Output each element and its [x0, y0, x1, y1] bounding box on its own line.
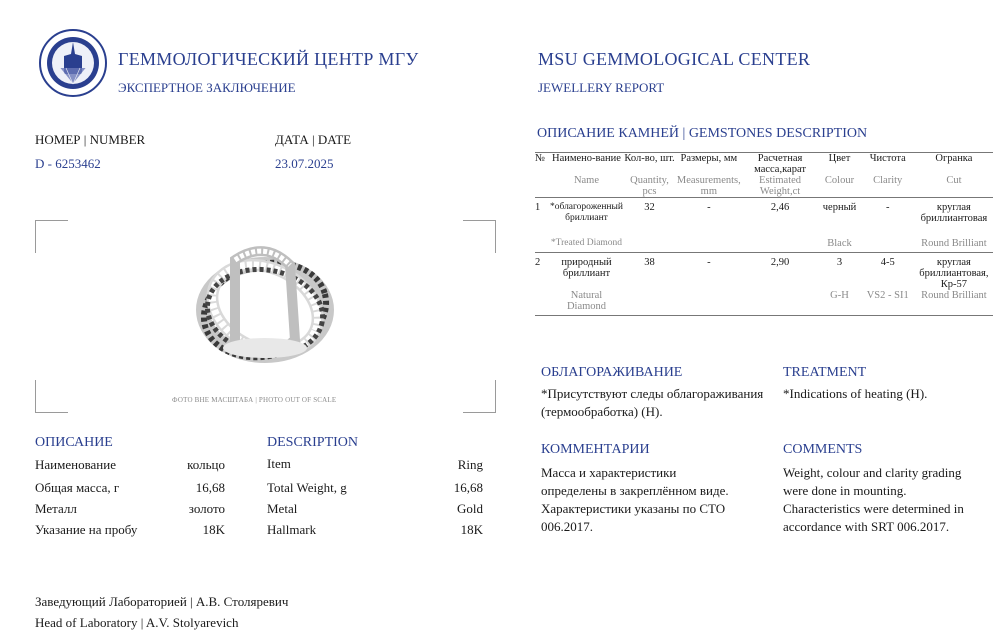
photo-caption: ФОТО ВНЕ МАСШТАБА | PHOTO OUT OF SCALE	[172, 396, 337, 404]
frame-corner	[463, 220, 496, 253]
gem-size: -	[707, 256, 711, 268]
date-label: ДАТА | DATE	[275, 132, 352, 147]
gemstones-header-ru	[535, 153, 993, 176]
gem-name-en: Natural Diamond	[550, 290, 623, 316]
description-value-en: 18K	[460, 522, 483, 537]
comments-title-ru: КОММЕНТАРИИ	[541, 442, 650, 457]
subtitle-en: JEWELLERY REPORT	[538, 80, 665, 95]
comments-text-en: Weight, colour and clarity grading were done in mounting. Characteristics were determined in accordance with SRT 006.2017.	[783, 465, 964, 534]
gem-cut-ru: круглая бриллиантовая, Кр-57	[919, 256, 989, 290]
header-name-en: Name	[550, 175, 623, 198]
gem-cut-en: Round Brilliant	[915, 238, 993, 253]
description-value-en: Ring	[457, 457, 483, 472]
header-size-ru: Размеры, мм	[676, 153, 742, 176]
gem-colour-en: G-H	[818, 290, 860, 316]
gem-clarity-en: VS2 - SI1	[861, 290, 915, 316]
treatment-title-en: TREATMENT	[783, 365, 867, 380]
header-clarity-ru: Чистота	[861, 153, 915, 176]
description-label-en: Item	[267, 456, 291, 471]
frame-corner	[35, 380, 68, 413]
description-value-ru: 16,68	[195, 480, 225, 495]
description-label-ru: Указание на пробу	[35, 522, 138, 537]
description-label-en: Total Weight, g	[267, 480, 347, 495]
header-name-ru: Наимено-вание	[550, 153, 623, 176]
gem-row-1-ru	[535, 198, 993, 238]
gem-no: 1	[535, 202, 541, 213]
description-title-en: DESCRIPTION	[267, 435, 359, 450]
description-label-ru: Металл	[35, 501, 77, 516]
header-cut-en: Cut	[915, 175, 993, 198]
header-qty-en: Quantity, pcs	[623, 175, 676, 198]
gem-name-ru: *облагороженный бриллиант	[549, 202, 623, 223]
gem-weight: 2,46	[770, 202, 790, 213]
title-en: MSU GEMMOLOGICAL CENTER	[538, 49, 811, 69]
header-weight-ru: Расчетная масса,карат	[742, 153, 819, 176]
header-weight-en: Estimated Weight,ct	[742, 175, 819, 198]
treatment-text-ru: *Присутствуют следы облагораживания (термообработка) (Н).	[541, 386, 764, 419]
comments-title-en: COMMENTS	[783, 442, 863, 457]
gem-no: 2	[535, 256, 541, 268]
description-value-ru: кольцо	[187, 457, 225, 472]
gem-colour-ru: 3	[836, 256, 843, 268]
description-label-ru: Наименование	[35, 457, 116, 472]
gem-cut-en: Round Brilliant	[915, 290, 993, 316]
header-colour-ru: Цвет	[818, 153, 860, 176]
gem-row-2-en	[535, 290, 993, 316]
number-value: D - 6253462	[35, 156, 101, 171]
frame-corner	[35, 220, 68, 253]
header-clarity-en: Clarity	[861, 175, 915, 198]
signature-ru: Заведующий Лабораторией | А.В. Столяревич	[35, 594, 289, 609]
description-label-en: Hallmark	[267, 522, 317, 537]
gem-clarity-en	[861, 238, 915, 253]
header-no: №	[535, 153, 550, 176]
description-value-ru: 18K	[202, 522, 225, 537]
gemstones-table	[535, 152, 993, 316]
gem-row-1-en	[535, 238, 993, 253]
treatment-title-ru: ОБЛАГОРАЖИВАНИЕ	[541, 365, 683, 380]
header-cut-ru: Огранка	[915, 153, 993, 176]
gemstones-title: ОПИСАНИЕ КАМНЕЙ | GEMSTONES DESCRIPTION	[537, 126, 868, 141]
title-ru: ГЕММОЛОГИЧЕСКИЙ ЦЕНТР МГУ	[118, 49, 419, 69]
photo-frame	[35, 220, 496, 413]
subtitle-ru: ЭКСПЕРТНОЕ ЗАКЛЮЧЕНИЕ	[118, 80, 296, 95]
description-value-en: 16,68	[453, 480, 483, 495]
msu-logo	[38, 28, 108, 98]
ring-photo	[195, 230, 335, 385]
signature-en: Head of Laboratory | A.V. Stolyarevich	[35, 615, 239, 630]
number-label: НОМЕР | NUMBER	[35, 132, 146, 147]
description-title-ru: ОПИСАНИЕ	[35, 435, 113, 450]
gem-row-2-ru	[535, 252, 993, 290]
header-size-en: Measurements, mm	[676, 175, 741, 197]
header-qty-ru: Кол-во, шт.	[623, 153, 676, 176]
gem-qty: 38	[644, 256, 655, 268]
gem-clarity-ru: 4-5	[880, 256, 895, 268]
gemstones-header-en	[535, 175, 993, 198]
gem-colour-en: Black	[818, 238, 860, 253]
description-value-en: Gold	[457, 501, 483, 516]
gem-name-ru: природный бриллиант	[561, 256, 612, 279]
gem-size: -	[707, 202, 711, 213]
gem-name-en: *Treated Diamond	[550, 238, 623, 253]
gem-qty: 32	[644, 202, 655, 213]
gem-clarity-ru: -	[885, 202, 890, 213]
frame-corner	[463, 380, 496, 413]
header-colour-en: Colour	[818, 175, 860, 198]
date-value: 23.07.2025	[275, 156, 334, 171]
treatment-text-en: *Indications of heating (H).	[783, 386, 928, 401]
gem-colour-ru: черный	[822, 202, 857, 213]
description-value-ru: золото	[188, 501, 225, 516]
description-label-ru: Общая масса, г	[35, 480, 120, 495]
gem-weight: 2,90	[770, 256, 790, 268]
description-label-en: Metal	[267, 501, 298, 516]
gem-cut-ru: круглая бриллиантовая	[920, 202, 988, 224]
comments-text-ru: Масса и характеристики определены в закреплённом виде. Характеристики указаны по СТО 006.2017.	[541, 465, 729, 534]
